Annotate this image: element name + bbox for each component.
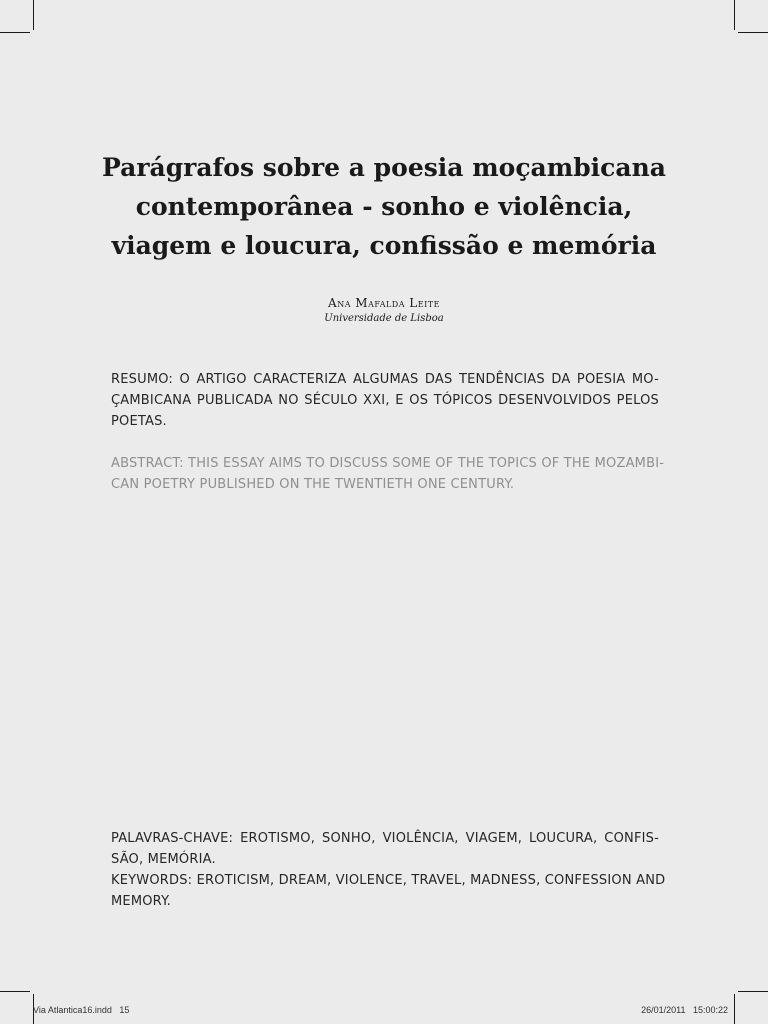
keywords-line: KEYWORDS: EROTICISM, DREAM, VIOLENCE, TRAVEL, MADNESS, CONFESSION AND <box>111 873 666 888</box>
footer-timestamp: 26/01/2011 15:00:22 <box>641 1005 728 1015</box>
crop-mark-top-right-horizontal <box>738 32 768 33</box>
author-name: Ana Mafalda Leite <box>328 296 440 310</box>
resumo-paragraph <box>111 369 659 432</box>
abstract-paragraph <box>111 453 665 495</box>
keywords-paragraph <box>111 870 666 912</box>
keywords-line: MEMORY. <box>111 894 171 909</box>
abstract-line: ABSTRACT: THIS ESSAY AIMS TO DISCUSS SOME OF THE TOPICS OF THE MOZAMBI- <box>111 456 665 471</box>
article-title <box>84 148 684 265</box>
title-line: contemporânea - sonho e violência, <box>135 192 633 221</box>
author-affiliation: Universidade de Lisboa <box>324 313 444 324</box>
crop-mark-top-left-horizontal <box>0 32 30 33</box>
footer-file-slug: Via Atlantica16.indd 15 <box>33 1005 130 1015</box>
crop-mark-top-right-vertical <box>734 0 735 30</box>
palavras-chave-line: SÃO, MEMÓRIA. <box>111 852 216 867</box>
resumo-line: RESUMO: O ARTIGO CARACTERIZA ALGUMAS DAS TENDÊNCIAS DA POESIA MO- <box>111 372 659 387</box>
crop-mark-bottom-right-horizontal <box>738 991 768 992</box>
crop-mark-top-left-vertical <box>33 0 34 30</box>
title-line: viagem e loucura, confissão e memória <box>111 231 657 260</box>
resumo-line: POETAS. <box>111 414 167 429</box>
palavras-chave-line: PALAVRAS-CHAVE: EROTISMO, SONHO, VIOLÊNCIA, VIAGEM, LOUCURA, CONFIS- <box>111 831 659 846</box>
palavras-chave-paragraph <box>111 828 659 870</box>
crop-mark-bottom-left-horizontal <box>0 991 30 992</box>
title-line: Parágrafos sobre a poesia moçambicana <box>102 153 666 182</box>
resumo-line: ÇAMBICANA PUBLICADA NO SÉCULO XXI, E OS TÓPICOS DESENVOLVIDOS PELOS <box>111 393 659 408</box>
crop-mark-bottom-right-vertical <box>734 994 735 1024</box>
abstract-line: CAN POETRY PUBLISHED ON THE TWENTIETH ONE CENTURY. <box>111 477 515 492</box>
